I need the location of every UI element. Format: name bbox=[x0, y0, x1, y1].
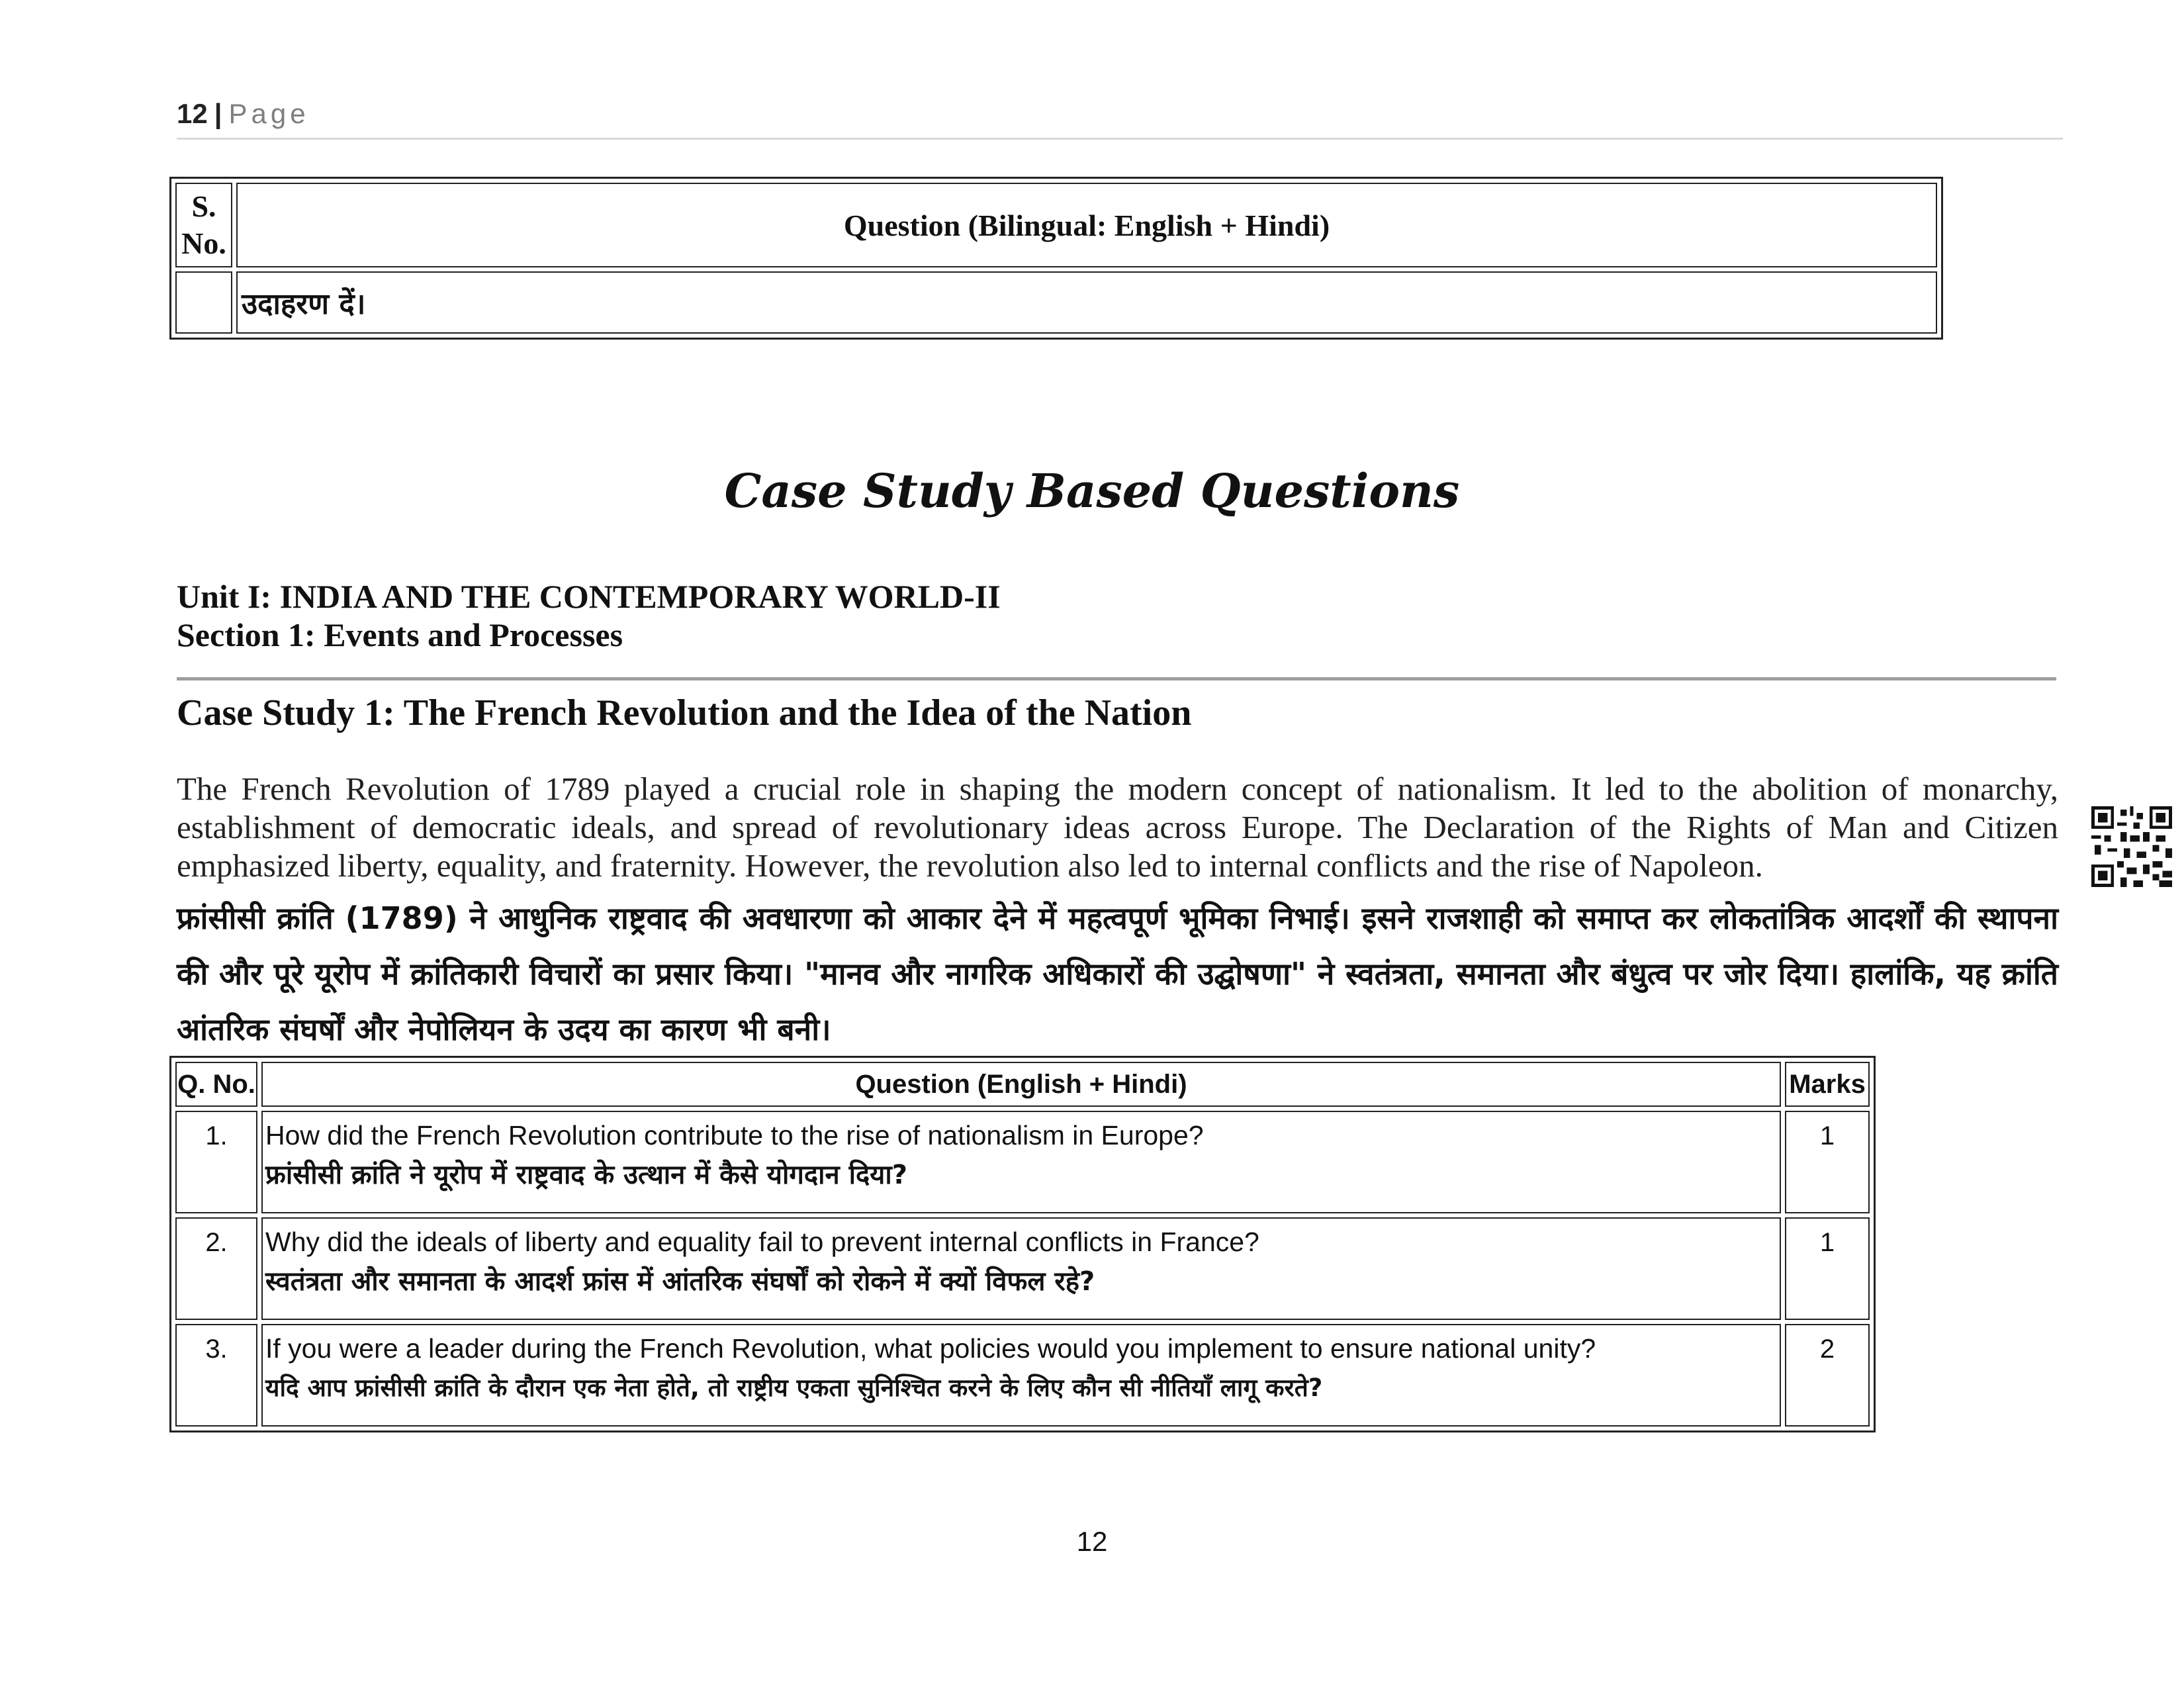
question-english: Why did the ideals of liberty and equality fail to prevent internal conflicts in France? bbox=[265, 1227, 1259, 1257]
qno-cell: 1. bbox=[175, 1111, 257, 1213]
question-header: Question (Bilingual: English + Hindi) bbox=[236, 183, 1937, 267]
qno-header: Q. No. bbox=[175, 1062, 257, 1107]
header-separator: | bbox=[214, 98, 222, 129]
unit-line: Unit I: INDIA AND THE CONTEMPORARY WORLD-II bbox=[177, 578, 1001, 615]
question-cell bbox=[261, 1111, 1781, 1213]
question-english: How did the French Revolution contribute to the rise of nationalism in Europe? bbox=[265, 1120, 1204, 1150]
case-study-questions-table bbox=[169, 1056, 1876, 1432]
question-english: If you were a leader during the French Revolution, what policies would you implement to ensure national unity? bbox=[265, 1333, 1596, 1364]
qno-cell: 2. bbox=[175, 1217, 257, 1320]
table-header-row bbox=[175, 183, 1937, 267]
question-cell: उदाहरण दें। bbox=[236, 271, 1937, 334]
table-row bbox=[175, 1217, 1870, 1320]
case-study-heading: Case Study 1: The French Revolution and the Idea of the Nation bbox=[177, 692, 1192, 733]
question-header: Question (English + Hindi) bbox=[261, 1062, 1781, 1107]
marks-cell: 1 bbox=[1785, 1111, 1870, 1213]
question-hindi: फ्रांसीसी क्रांति ने यूरोप में राष्ट्रवाद के उत्थान में कैसे योगदान दिया? bbox=[265, 1160, 907, 1190]
question-hindi: यदि आप फ्रांसीसी क्रांति के दौरान एक नेता होते, तो राष्ट्रीय एकता सुनिश्चित करने के लिए कौन सी नीतियाँ लागू करते? bbox=[265, 1374, 1323, 1402]
header-page-label: Page bbox=[228, 98, 310, 129]
page-header bbox=[177, 98, 2063, 140]
question-hindi: स्वतंत्रता और समानता के आदर्श फ्रांस में आंतरिक संघर्षों को रोकने में क्यों विफल रहे? bbox=[265, 1266, 1095, 1297]
marks-header: Marks bbox=[1785, 1062, 1870, 1107]
table-row bbox=[175, 1324, 1870, 1427]
case-paragraph-english: The French Revolution of 1789 played a crucial role in shaping the modern concept of nationalism. It led to the abolition of monarchy, establishment of democratic ideals, and spread of revolutionary ideas across Europe. The Declaration of the Rights of Man and Citizen emphasized liberty, equality, and fraternity. However, the revolution also led to internal conflicts and the rise of Napoleon. bbox=[177, 771, 2058, 884]
continued-question-table bbox=[169, 177, 1943, 340]
qr-code-icon bbox=[2091, 806, 2172, 887]
section-line: Section 1: Events and Processes bbox=[177, 616, 623, 653]
sno-header: S. No. bbox=[175, 183, 232, 267]
marks-cell: 2 bbox=[1785, 1324, 1870, 1427]
unit-heading bbox=[177, 577, 1001, 654]
question-cell bbox=[261, 1324, 1781, 1427]
horizontal-divider bbox=[177, 677, 2056, 680]
marks-cell: 1 bbox=[1785, 1217, 1870, 1320]
question-cell bbox=[261, 1217, 1781, 1320]
case-paragraph-hindi: फ्रांसीसी क्रांति (1789) ने आधुनिक राष्ट्रवाद की अवधारणा को आकार देने में महत्वपूर्ण भूमिका निभाई। इसने राजशाही को समाप्त कर लोकतांत्रिक आदर्शों की स्थापना की और पूरे यूरोप में क्रांतिकारी विचारों का प्रसार किया। "मानव और नागरिक अधिकारों की उद्घोषणा" ने स्वतंत्रता, समानता और बंधुत्व पर जोर दिया। हालांकि, यह क्रांति आंतरिक संघर्षों और नेपोलियन के उदय का कारण भी बनी। bbox=[177, 900, 2058, 1047]
table-header-row bbox=[175, 1062, 1870, 1107]
header-page-number: 12 bbox=[177, 98, 208, 129]
table-row bbox=[175, 271, 1937, 334]
table-row bbox=[175, 1111, 1870, 1213]
footer-page-number: 12 bbox=[1076, 1526, 1108, 1557]
sno-cell bbox=[175, 271, 232, 334]
section-title: Case Study Based Questions bbox=[724, 463, 1460, 518]
qno-cell: 3. bbox=[175, 1324, 257, 1427]
